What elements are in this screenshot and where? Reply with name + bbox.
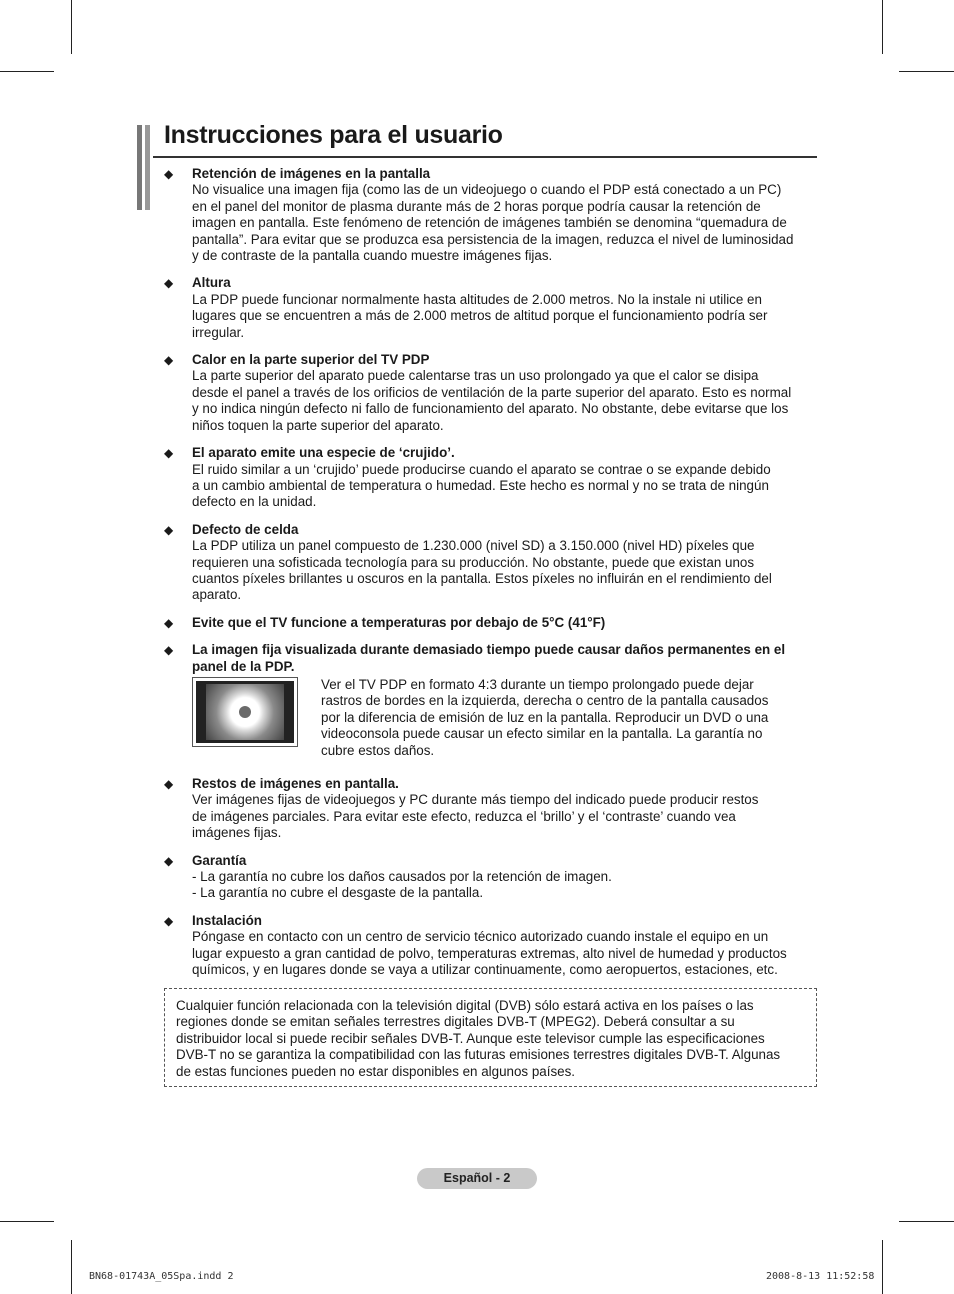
flower-screen-image [192,677,298,747]
body-line: Póngase en contacto con un centro de servicio técnico autorizado cuando instale el equipo en un [192,929,769,945]
item-title: Calor en la parte superior del TV PDP [192,352,430,368]
title-bar [137,125,142,210]
body-line: irregular. [192,324,245,340]
notice-line: DVB-T no se garantiza la compatibilidad con las futuras emisiones terrestres digitales DVB-T. Algunas [176,1047,781,1063]
item-title: Restos de imágenes en pantalla. [192,775,399,791]
item-title: Instalación [192,912,262,928]
item-body [192,538,820,604]
crop-mark [71,0,72,54]
bullet-diamond-icon: ◆ [164,615,174,630]
item-title: Evite que el TV funcione a temperaturas por debajo de 5°C (41°F) [192,614,606,630]
page-title: Instrucciones para el usuario [164,121,503,149]
item-body [192,368,820,434]
bullet-diamond-icon: ◆ [164,276,174,291]
body-line: aparato. [192,587,242,603]
body-line: videoconsola puede causar un efecto similar en la pantalla. La garantía no [321,726,763,742]
body-line: rastros de bordes en la izquierda, derecha o centro de la pantalla causados [321,693,769,709]
body-line: y no indica ningún defecto ni fallo de funcionamiento del aparato. No obstante, debe evitarse que los [192,401,789,417]
list-item [164,352,820,434]
body-line: en el panel del monitor de plasma durante más de 2 horas porque podría causar la retención de [192,198,761,214]
bullet-diamond-icon: ◆ [164,446,174,461]
body-line: a un cambio ambiental de temperatura o humedad. Este hecho es normal y no se trata de ningún [192,477,769,493]
crop-mark [0,1221,54,1222]
list-item [164,853,820,902]
item-title: Altura [192,275,231,291]
items-group [164,776,820,978]
item-title: Garantía [192,852,247,868]
title-bar [145,125,150,210]
crop-mark [0,71,54,72]
body-line: niños toquen la parte superior del aparato. [192,417,444,433]
body-line: químicos, y en lugares donde se vaya a utilizar continuamente, como aeropuertos, estaciones, etc. [192,962,778,978]
body-line: Ver el TV PDP en formato 4:3 durante un tiempo prolongado puede dejar [321,676,754,692]
body-line: La PDP utiliza un panel compuesto de 1.230.000 (nivel SD) a 3.150.000 (nivel HD) píxeles que [192,538,755,554]
title-rule [153,156,817,158]
item-body [192,462,820,511]
body-line: Ver imágenes fijas de videojuegos y PC durante más tiempo del indicado puede producir restos [192,792,759,808]
item-title: Defecto de celda [192,521,299,537]
bullet-diamond-icon: ◆ [164,776,174,791]
bullet-diamond-icon: ◆ [164,353,174,368]
item-title [192,642,820,675]
item-body [192,869,820,902]
body-line: lugares que se encuentren a más de 2.000 metros de altitud porque el funcionamiento podría ser [192,308,768,324]
item-body [192,292,820,341]
list-item [164,445,820,511]
items-group [164,166,820,631]
figure-text [321,677,821,759]
body-line: La parte superior del aparato puede calentarse tras un uso prolongado ya que el calor se disipa [192,368,759,384]
list-item-figure [164,642,820,765]
list-item [164,913,820,979]
body-line: La PDP puede funcionar normalmente hasta altitudes de 2.000 metros. No la instale ni utilice en [192,291,762,307]
body-line: defecto en la unidad. [192,494,317,510]
notice-line: regiones donde se emitan señales terrestres digitales DVB-T (MPEG2). Deberá consultar a su [176,1014,735,1030]
body-line: No visualice una imagen fija (como las de un videojuego o cuando el PDP está conectado a un PC) [192,182,782,198]
figure-row [192,677,820,765]
bullet-diamond-icon: ◆ [164,913,174,928]
body-line: imágenes fijas. [192,825,282,841]
item-body [192,182,820,264]
body-line: por la diferencia de emisión de luz en la pantalla. Reproducir un DVD o una [321,709,769,725]
item-body [192,792,820,841]
body-line: cubre estos daños. [321,742,435,758]
list-item [164,522,820,604]
file-slug: BN68-01743A_05Spa.indd 2 [89,1271,234,1282]
notice-line: Cualquier función relacionada con la televisión digital (DVB) sólo estará activa en los países o las [176,998,754,1013]
item-title: El aparato emite una especie de ‘crujido’. [192,445,455,461]
crop-mark [71,1240,72,1294]
bullet-diamond-icon: ◆ [164,522,174,537]
item-title-line: panel de la PDP. [192,658,295,674]
crop-mark [882,1240,883,1294]
notice-line: distribuidor local si puede recibir señales DVB-T. Aunque este televisor cumple las especificaciones [176,1030,765,1046]
body-line: de imágenes parciales. Para evitar este efecto, reduzca el ‘brillo’ y el ‘contraste’ cuando vea [192,808,736,824]
body-line: imagen en pantalla. Este fenómeno de retención de imágenes también se denomina “quemadura de [192,215,787,231]
body-line: y de contraste de la pantalla cuando muestre imágenes fijas. [192,248,553,264]
list-item [164,275,820,341]
dvb-notice-box [164,988,817,1087]
bullet-diamond-icon: ◆ [164,853,174,868]
crop-mark [899,1221,954,1222]
body-line: El ruido similar a un ‘crujido’ puede producirse cuando el aparato se contrae o se expande debido [192,461,771,477]
item-body [192,929,820,978]
list-item [164,166,820,264]
body-line: cuantos píxeles brillantes u oscuros en la pantalla. Estos píxeles no influirán en el rendimiento del [192,570,772,586]
date-slug: 2008-8-13 11:52:58 [766,1271,875,1282]
body-line: - La garantía no cubre el desgaste de la pantalla. [192,885,484,901]
crop-mark [882,0,883,54]
bullet-diamond-icon: ◆ [164,643,174,658]
crop-mark [899,71,954,72]
body-line: lugar expuesto a gran cantidad de polvo, temperaturas extremas, alto nivel de humedad y productos [192,945,787,961]
bullet-diamond-icon: ◆ [164,167,174,181]
list-item [164,776,820,842]
page-number-badge: Español - 2 [417,1168,537,1189]
list-item [164,615,820,631]
body-line: desde el panel a través de los orificios de ventilación de la parte superior del aparato. Esto es normal [192,384,792,400]
body-line: - La garantía no cubre los daños causados por la retención de imagen. [192,869,612,884]
item-title-line: La imagen fija visualizada durante demasiado tiempo puede causar daños permanentes en el [192,642,786,658]
instructions-list [164,166,820,989]
body-line: requieren una sofisticada tecnología para su producción. No obstante, puede que existan unos [192,554,755,570]
item-title: Retención de imágenes en la pantalla [192,166,431,181]
notice-line: de estas funciones pueden no estar disponibles en algunos países. [176,1063,576,1079]
body-line: pantalla”. Para evitar que se produzca esa persistencia de la imagen, reduzca el nivel de luminosidad [192,231,794,247]
title-decoration [137,125,153,210]
